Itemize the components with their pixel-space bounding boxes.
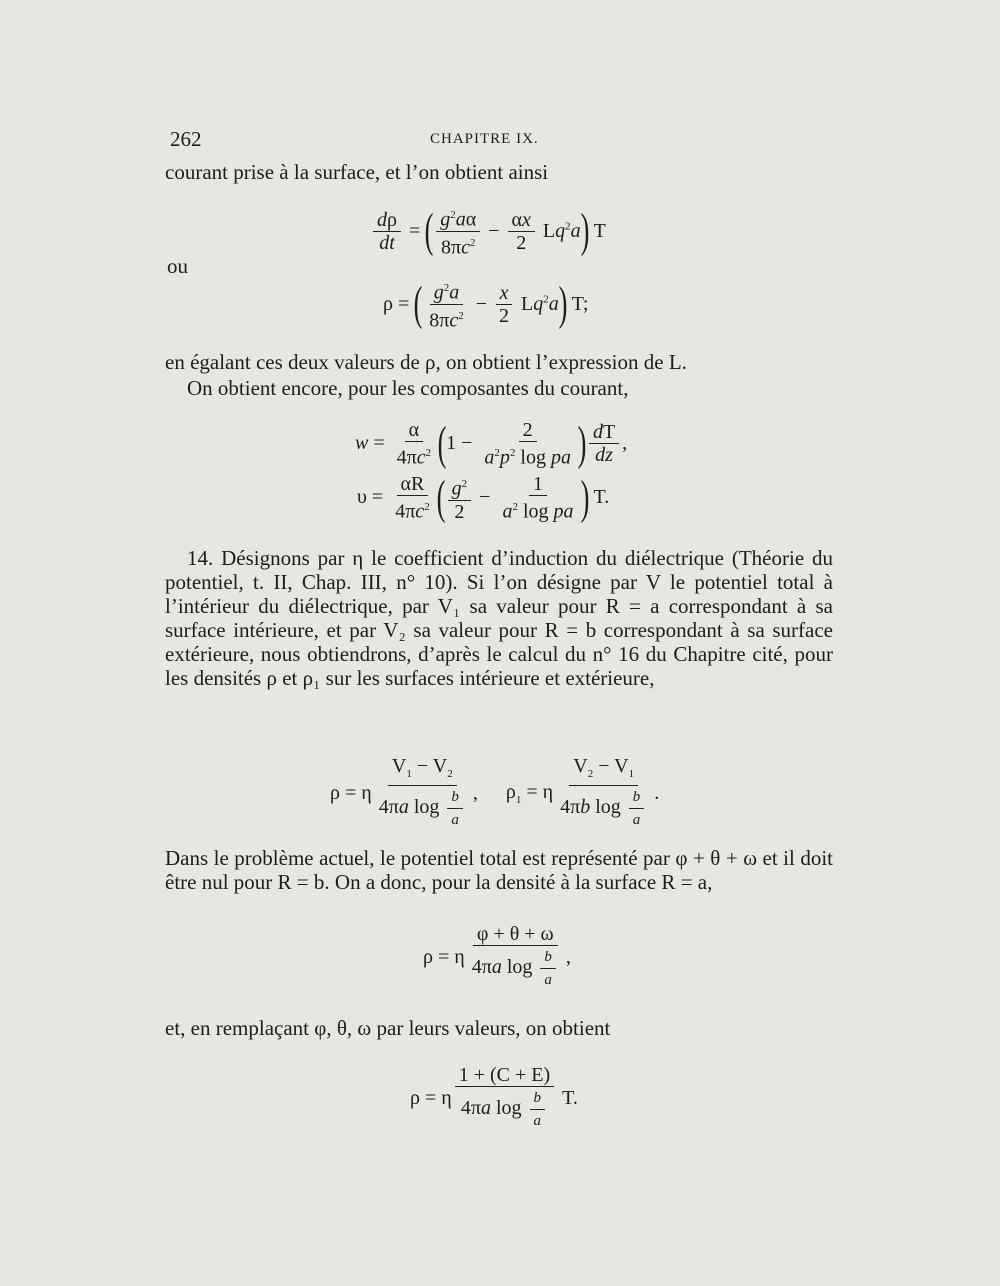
running-head: CHAPITRE IX. <box>430 131 539 147</box>
equation-4: υ = $\frac{\alpha R}{4\pi c^2}$ ( $\frac{g^2}{2}$ − $\frac{1}{a^2 \log pa}$ ) T. <box>357 470 610 524</box>
text-line-1: courant prise à la surface, et l’on obtient ainsi <box>165 160 549 184</box>
equation-5: ρ = η $V_1 - V_2$ 4πa log $\frac{b}{a}$ , $\rho_1 = \eta$ $V_2 - V_1$ 4πb log $\frac{b}{a}$ . <box>330 755 660 828</box>
text-ou: ou <box>167 254 188 278</box>
equation-3: w = $\frac{\alpha}{4\pi c^2}$ ( 1 − $\frac{2}{a^2p^2 \log pa}$ ) $\frac{dT}{dz}$ , <box>355 416 628 470</box>
page-number: 262 <box>170 127 202 151</box>
equation-2: ρ = ( $\frac{g^2a}{8\pi c^2}$ − $\frac{x}{2}$ Lq$^2$a ) T; <box>383 277 589 332</box>
equation-7: ρ = η 1 + (C + E) 4πa log $\frac{b}{a}$ T. <box>410 1064 578 1129</box>
paragraph-14: 14. Désignons par η le coefficient d’induction du diélectrique (Théorie du potentiel, t. II, Chap. III, n° 10). Si l’on désigne par V le potentiel total à l’intérieur du diélectrique, par V₁ sa valeur pour R = a correspondant à sa surface intérieure, et par V₂ sa valeur pour R = b correspondant à sa surface extérieure, nous obtiendrons, d’après le calcul du n° 16 du Chapitre cité, pour les densités ρ et ρ₁ sur les surfaces intérieure et extérieure, <box>165 546 833 690</box>
equation-1: $\frac{d\rho}{dt}$ = ( $\frac{g^2a\alpha}{8\pi c^2}$ − $\frac{\alpha x}{2}$ Lq$^2$a ) T <box>370 205 606 257</box>
text-line-3: On obtient encore, pour les composantes du courant, <box>187 376 629 400</box>
text-line-16: et, en remplaçant φ, θ, ω par leurs valeurs, on obtient <box>165 1016 611 1040</box>
equation-6: ρ = η φ + θ + ω 4πa log $\frac{b}{a}$ , <box>423 923 571 988</box>
paragraph-15: Dans le problème actuel, le potentiel total est représenté par φ + θ + ω et il doit être nul pour R = b. On a donc, pour la densité à la surface R = a, <box>165 846 833 894</box>
text-line-2: en égalant ces deux valeurs de ρ, on obtient l’expression de L. <box>165 350 687 374</box>
